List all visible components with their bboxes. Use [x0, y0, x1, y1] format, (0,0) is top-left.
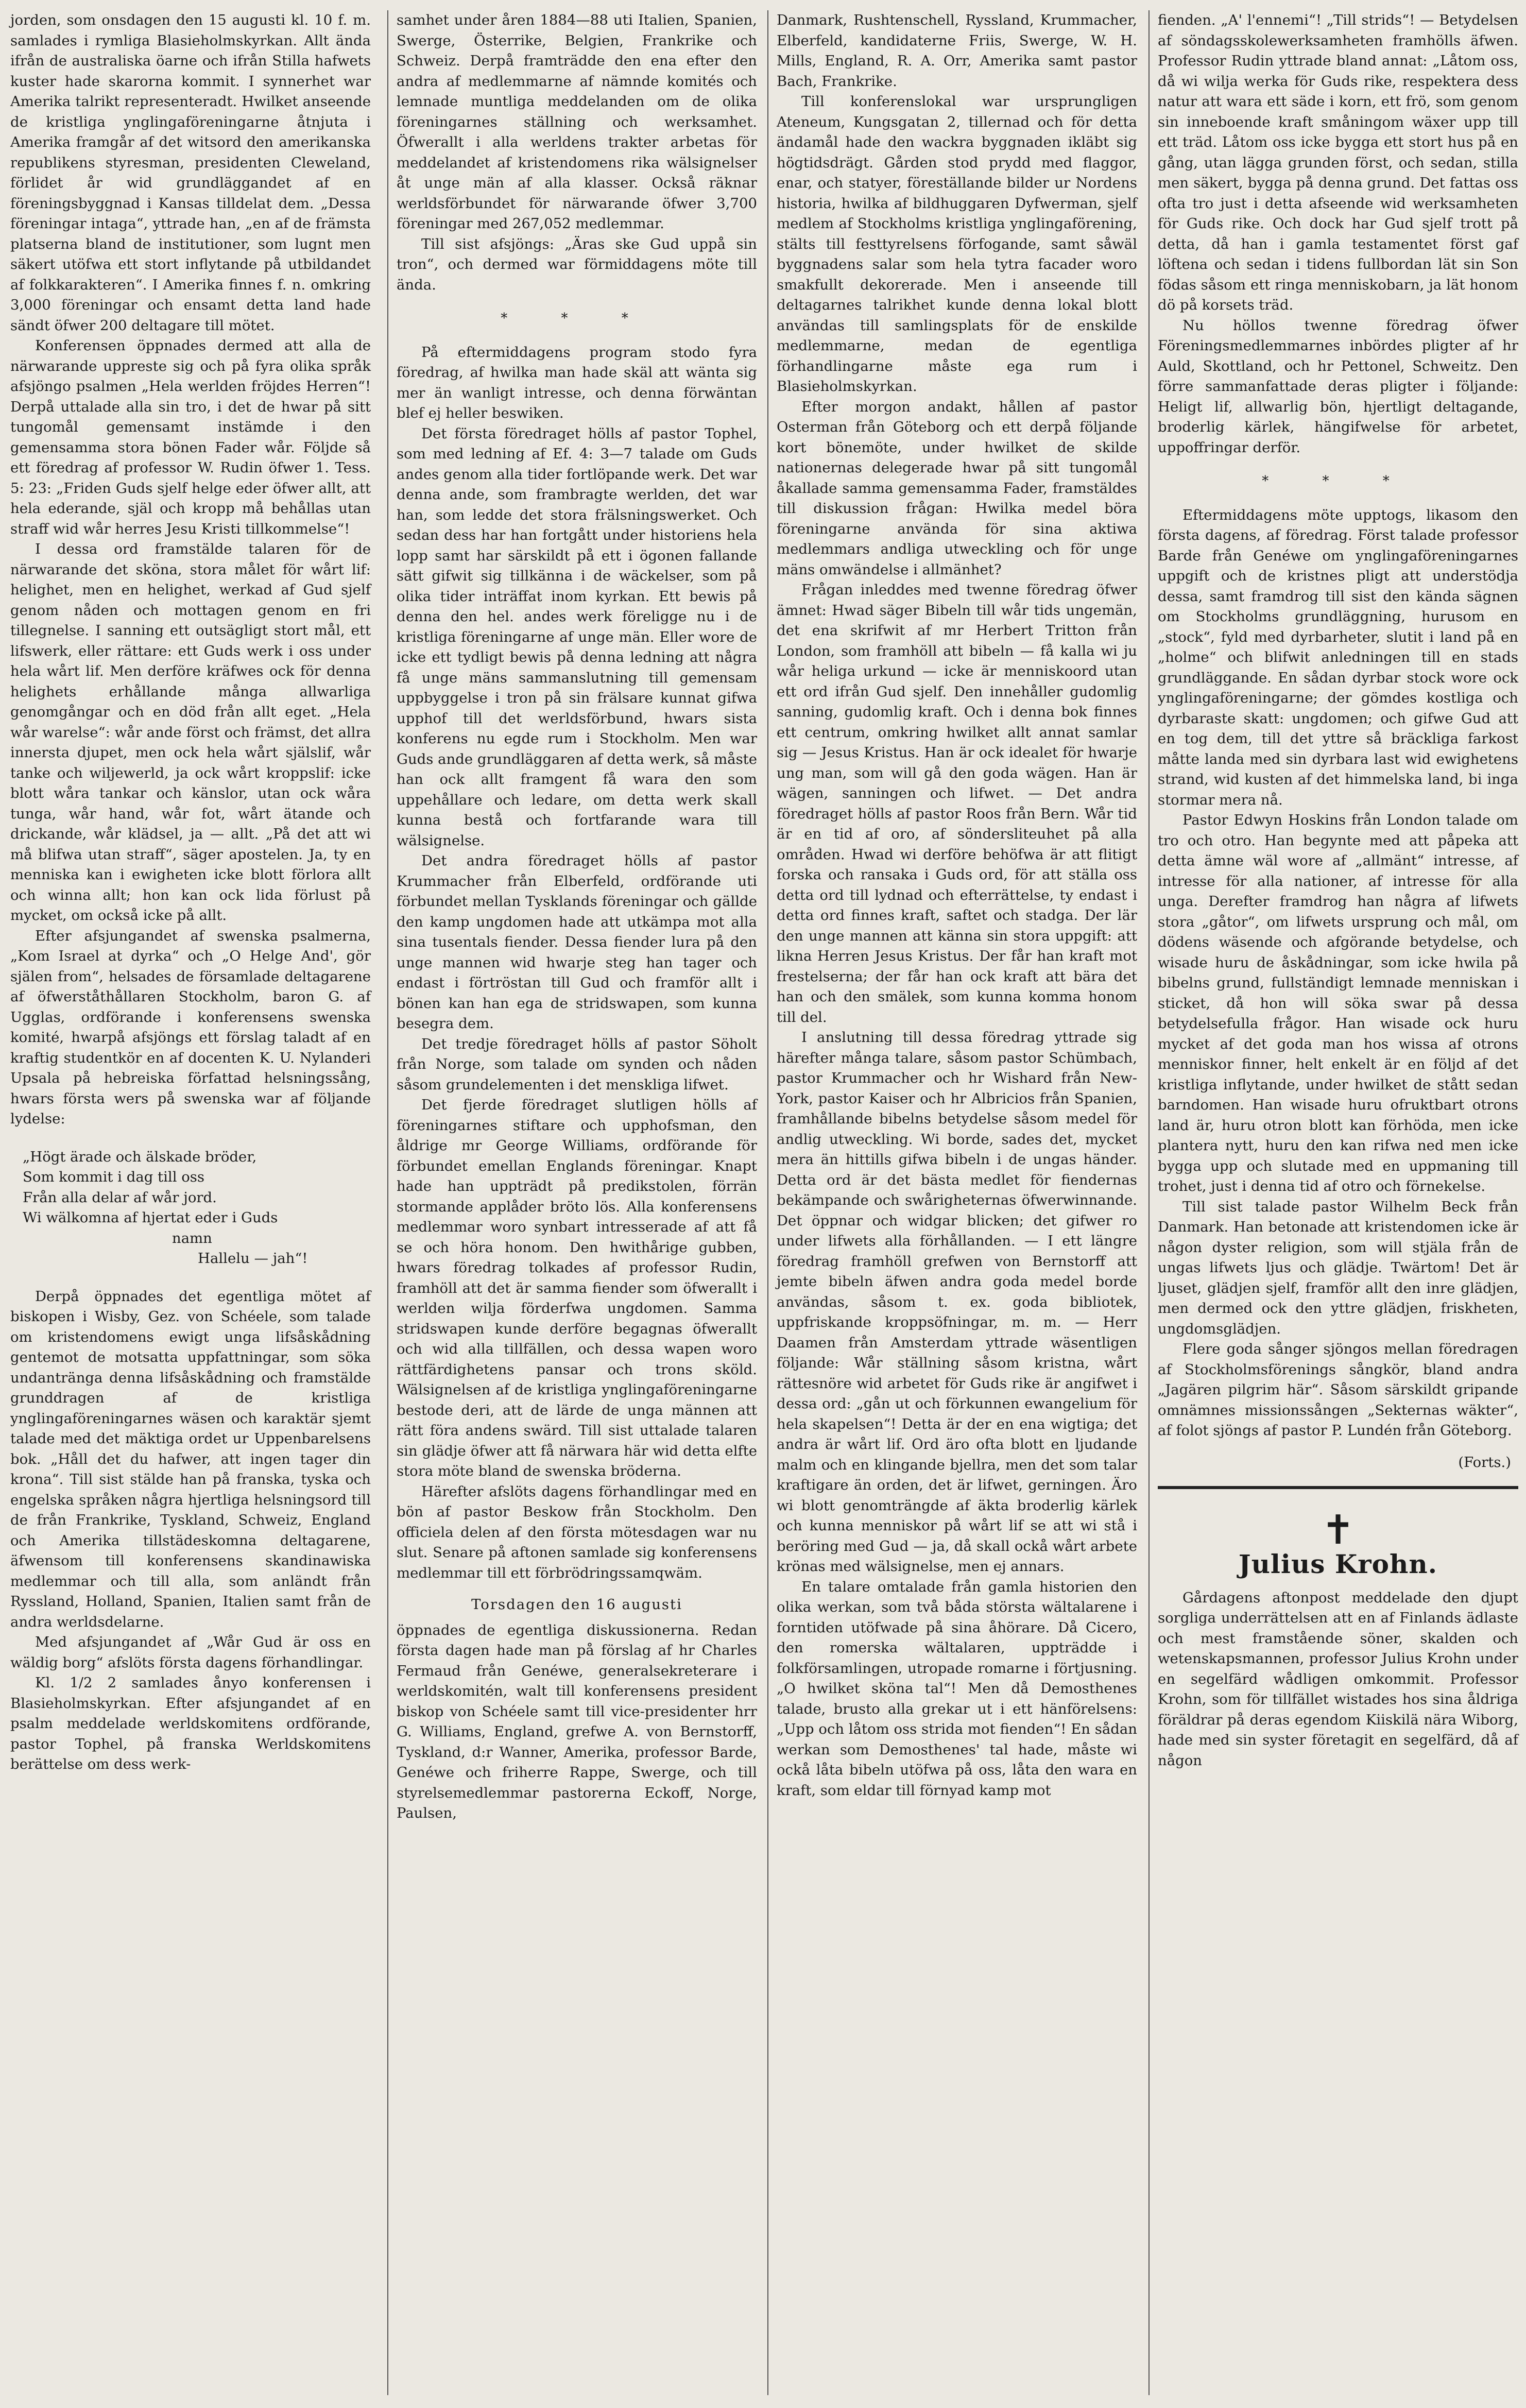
paragraph: Eftermiddagens möte upptogs, likasom den första dagens, af föredrag. Först talade professor Barde från Genéwe om ynglingaföreningarnes uppgift och de kristnes pligt att understödja dessa, samt framdrog till sist den kända sägnen om Stockholms grundläggning, hurusom en „stock“, fyld med dyrbarheter, slutit i land på en „holme“ och blifwit anledningen till en stads grundläggande. En sådan dyrbar stock wore ock ynglingaföreningarne; der gömdes kostliga och dyrbaraste skatt: ungdomen; och gifwe Gud att en tog dem, till det yttre så bräckliga farkost måtte landa med sin dyrbara last wid ewighetens strand, wid kusten af det himmelska land, bi inga stormar mera nå.	[1158, 506, 1518, 808]
column-4	[1158, 10, 1518, 1771]
paragraph: Med afsjungandet af „Wår Gud är oss en wäldig borg“ afslöts första dagens förhandlingar.	[10, 1634, 371, 1671]
paragraph: Danmark, Rushtenschell, Ryssland, Krummacher, Elberfeld, kandidaterne Friis, Swerge, W. H. Mills, England, R. A. Orr, Amerika samt pastor Bach, Frankrike.	[777, 12, 1137, 90]
cross-icon: ✝	[1321, 1507, 1355, 1553]
paragraph: fienden. „A' l'ennemi“! „Till strids“! — Betydelsen af söndagsskolewerksamheten framhölls äfwen. Professor Rudin yttrade bland annat: „Låtom oss, då wi wilja werka för Guds rike, respektera dess natur att wara ett säde i korn, ett frö, som genom sin inneboende kraft småningom wäxer upp till ett träd. Låtom oss icke bygga ett stort hus på en gång, utan lägga grunden först, och sedan, stilla men säkert, bygga på denna grund. Det fattas oss ofta tro just i detta afseende wid werksamheten för Guds rike. Och dock har Gud sjelf trott på detta, då han i gamla testamentet först gaf löftena och sedan i tidens fullbordan lät sin Son födas såsom ett ringa menniskobarn, ja lät honom dö på korsets träd.	[1158, 12, 1518, 313]
paragraph: Till sist talade pastor Wilhelm Beck från Danmark. Han betonade att kristendomen icke är någon dyster religion, som will stjäla från de ungas lifwets ljus och glädje. Twärtom! Det är ljuset, glädjen sjelf, framför allt den inre glädjen, men dermed ock den yttre glädjen, friskheten, ungdomsglädjen.	[1158, 1198, 1518, 1337]
verse-line: Som kommit i dag till oss	[23, 1169, 205, 1185]
verse-line: Wi wälkomna af hjertat eder i Guds	[23, 1209, 278, 1226]
section-separator: * * *	[1262, 473, 1414, 489]
verse-line: Från alla delar af wår jord.	[23, 1189, 217, 1206]
column-rule	[767, 10, 768, 2395]
paragraph: Till sist afsjöngs: „Äras ske Gud uppå sin tron“, och dermed war förmiddagens möte till ända.	[397, 235, 757, 293]
column-rule	[1148, 10, 1150, 2395]
paragraph: Efter afsjungandet af swenska psalmerna, „Kom Israel at dyrka“ och „O Helge And', gör själen from“, helsades de församlade deltagarene af öfwerståthållaren Stockholm, baron G. af Ugglas, ordförande i konferensens swenska komité, hwarpå afsjöngs ett förslag taladt af en kraftig studentkör en af docenten K. U. Nylanderi Upsala på hebreiska författad helsningssång, hwars första wers på swenska war af följande lydelse:	[10, 927, 371, 1127]
paragraph: Kl. 1/2 2 samlades ånyo konferensen i Blasieholmskyrkan. Efter afsjungandet af en psalm meddelade werldskomitens ordförande, pastor Tophel, på franska Werldskomitens berättelse om dess werk-	[10, 1675, 371, 1772]
paragraph: öppnades de egentliga diskussionerna. Redan första dagen hade man på förslag af hr Charles Fermaud från Genéwe, generalsekreterare i werldskomitén, walt till konferensens president biskop von Schéele samt till vice-presidenter hrr G. Williams, England, grefwe A. von Bernstorff, Tyskland, d:r Wanner, Amerika, professor Barde, Genéwe och friherre Rappe, Swerge, och till styrelsemedlemmar pastorerna Eckoff, Norge, Paulsen,	[397, 1621, 757, 1821]
obituary-title: Julius Krohn.	[1238, 1549, 1438, 1579]
paragraph: Flere goda sånger sjöngos mellan föredragen af Stockholmsförenings sångkör, bland andra „Jagären pilgrim här“. Såsom särskildt gripande omnämnes missionssången „Sekternas wäkter“, af folot sjöngs af pastor P. Lundén från Göteborg.	[1158, 1341, 1518, 1439]
verse-line: „Högt ärade och älskade bröder,	[23, 1148, 257, 1165]
date-heading: Torsdagen den 16 augusti	[471, 1596, 682, 1613]
paragraph: Konferensen öppnades dermed att alla de närwarande uppreste sig och på fyra olika språk afsjöngo psalmen „Hela werlden fröjdes Herren“! Derpå uttalade alla sin tro, i det de hwar på sitt tungomål gemensamt instämde i den gemensamma stora bönen Fader wår. Följde så ett föredrag af professor W. Rudin öfwer 1. Tess. 5: 23: „Friden Guds sjelf helge eder öfwer allt, att hela ederande, själ och kropp må behållas utan straff wid wår herres Jesu Kristi tillkommelse“!	[10, 337, 371, 537]
hymn-verse	[23, 1147, 371, 1269]
column-3	[777, 10, 1137, 1801]
paragraph: jorden, som onsdagen den 15 augusti kl. 10 f. m. samlades i rymliga Blasieholmskyrkan. Allt ända ifrån de australiska öarne och ifrån Stilla hafwets kuster hade skarorna kommit. I synnerhet war Amerika talrikt representeradt. Hwilket anseende de kristliga ynglingaföreningarne åtnjuta i Amerika framgår af det witsord den amerikanska republikens styresman, presidenten Cleweland, förlidet år wid grundläggandet af en föreningsbyggnad i Kansas tilldelat dem. „Dessa föreningar intaga“, yttrade han, „en af de främsta platserna bland de institutioner, som lugnt men säkert utöfwa ett stort inflytande på utbildandet af folkkarakteren“. I Amerika finnes f. n. omkring 3,000 föreningar och ensamt detta land hade sändt öfwer 200 deltagare till mötet.	[10, 12, 371, 334]
paragraph: Till konferenslokal war ursprungligen Ateneum, Kungsgatan 2, tillernad och för detta ändamål hade den wackra byggnaden ikläbt sig högtidsdrägt. Gården stod prydd med flaggor, enar, och statyer, föreställande bilder ur Nordens historia, hwilka af bildhuggaren Dyfwerman, sjelf medlem af Stockholms kristliga ynglingaförening, stälts till festtyrelsens förfogande, samt såwäl byggnadens salar som hela tytra facader woro smakfullt dekorerade. Men i anseende till deltagarnes talrikhet kunde denna lokal blott användas till samlingsplats för de enskilde medlemmarne, medan de egentliga förhandlingarne måste ega rum i Blasieholmskyrkan.	[777, 93, 1137, 395]
paragraph: Frågan inleddes med twenne föredrag öfwer ämnet: Hwad säger Bibeln till wår tids ungemän, det ena skrifwit af mr Herbert Tritton från London, som framhöll att bibeln — få kalla wi ju wår heliga urkund — icke är menniskoord utan ett ord ifrån Gud sjelf. Den innehåller gudomlig sanning, gudomlig kraft. Och i denna bok finnes ett centrum, omkring hwilket allt annat samlar sig — Jesus Kristus. Han är ock idealet för hwarje ung man, som will gå den goda wägen. Han är wägen, sanningen och lifwet. — Det andra föredraget hölls af pastor Roos från Bern. Wår tid är en tid af oro, af söndersliteuhet på alla områden. Hwad wi derföre behöfwa är att flitigt forska och ransaka i Guds ord, för att ställa oss detta ord till lydnad och efterrättelse, ty endast i detta ord finnes kraft, saftet och stadga. Der lär den unge mannen att känna sin stora uppgift: att likna Herren Jesus Kristus. Der får han kraft mot frestelserna; der får han ock kraft att bära det han och den smälek, som kunna komma honom till del.	[777, 582, 1137, 1026]
paragraph: Det tredje föredraget hölls af pastor Söholt från Norge, som talade om synden och nåden såsom grundelementen i det menskliga lifwet.	[397, 1035, 757, 1093]
column-2	[397, 10, 757, 1824]
paragraph: Härefter afslöts dagens förhandlingar med en bön af pastor Beskow från Stockholm. Den officiela delen af den första mötesdagen war nu slut. Senare på aftonen samlade sig konferensens medlemmar till ett förbrödringssamqwäm.	[397, 1483, 757, 1581]
column-1	[10, 10, 371, 1775]
paragraph: Pastor Edwyn Hoskins från London talade om tro och otro. Han begynte med att påpeka att detta ämne wäl wore af „allmänt“ intresse, af intresse för alla nationer, af intresse för alla unga. Derefter framdrog han några af lifwets stora „gåtor“, om lifwets ursprung och mål, om dödens wäsende och afgörande betydelse, och wisade huru de åskådningar, som icke hwila på bibelns grund, fullständigt lemnade menniskan i sticket, då hon will söka swar på dessa betydelsefulla frågor. Han wisade ock huru mycket af det goda man hos wissa af otrons menniskor finner, helt enkelt är en följd af det kristliga inflytande, under hwilket de stått sedan barndomen. Han wisade huru ofruktbart otrons land är, huru otron blott kan förhöda, men icke plantera nytt, huru den kan rifwa ned men icke bygga upp och slutade med en uppmaning till trohet, just i denna tid af otro och förnekelse.	[1158, 812, 1518, 1194]
continued-note: (Forts.)	[1458, 1454, 1511, 1471]
section-divider	[1158, 1486, 1518, 1489]
paragraph: En talare omtalade från gamla historien den olika werkan, som två båda största wältalarene i forntiden utöfwade på sina åhörare. Då Cicero, den romerska wältalaren, uppträdde i folkförsamlingen, utropade romarne i förtjusning. „O hwilket sköna tal“! Men då Demosthenes talade, brusto alla grekar ut i ett hänförelsens: „Upp och låtom oss strida mot fienden“! En sådan werkan som Demosthenes' tal hade, måste wi ockå låta bibeln utöfwa på oss, låta den wara en kraft, som eldar till förnyad kamp mot	[777, 1578, 1137, 1799]
paragraph: På eftermiddagens program stodo fyra föredrag, af hwilka man hade skäl att wänta sig mer än wanligt intresse, och denna förwäntan blef ej heller beswiken.	[397, 344, 757, 421]
section-separator: * * *	[501, 311, 653, 326]
paragraph: Gårdagens aftonpost meddelade den djupt sorgliga underrättelsen att en af Finlands ädlaste och mest framstående söner, skalden och wetenskapsmannen, professor Julius Krohn under en segelfärd wådligen omkommit. Professor Krohn, som för tillfället wistades hos sina åldriga föräldrar på deras egendom Kiiskilä nära Wiborg, hade med sin syster företagit en segelfärd, då af någon	[1158, 1589, 1518, 1769]
paragraph: samhet under åren 1884—88 uti Italien, Spanien, Swerge, Österrike, Belgien, Frankrike och Schweiz. Derpå framträdde den ena efter den andra af medlemmarne af nämnde komités och lemnade muntliga meddelanden om de olika föreningarnes ställning och werksamhet. Öfwerallt i alla werldens trakter arbetas för meddelandet af kristendomens rika wälsignelser åt unge män af alla klasser. Också räknar werldsförbundet för närwarande öfwer 3,700 föreningar med 267,052 medlemmar.	[397, 12, 757, 232]
verse-line: namn	[172, 1229, 212, 1246]
paragraph: Efter morgon andakt, hållen af pastor Osterman från Göteborg och ett derpå följande kort bönemöte, under hwilket de skilde nationernas delegerade hwar på sitt tungomål åkallade samma gemensamma Fader, framstäldes till diskussion frågan: Hwilka medel böra föreningarne använda för sina aktiwa medlemmars andliga utweckling och för unge mäns omwändelse i allmänhet?	[777, 398, 1137, 578]
paragraph: Det fjerde föredraget slutligen hölls af föreningarnes stiftare och upphofsman, den åldrige mr George Williams, ordförande för förbundet emellan Englands föreningar. Knapt hade han uppträdt på predikstolen, förrän stormande applåder bröto lös. Alla konferensens medlemmar woro synbart intresserade af att få se och höra honom. Den hwithårige gubben, hwars föredrag tolkades af professor Rudin, framhöll att det är samma fiender som öfwerallt i werlden wilja förderfwa ungdomen. Samma stridswapen kunde derföre begagnas öfwerallt och wid alla tillfällen, och dessa wapen woro rättfärdighetens pansar och trons sköld. Wälsignelsen af de kristliga ynglingaföreningarne bestode deri, att de lärde de unga männen att rätt föra andens swärd. Till sist uttalade talaren sin glädje öfwer att få närwara här wid detta elfte stora möte bland de swenska bröderna.	[397, 1097, 757, 1479]
paragraph: Nu höllos twenne föredrag öfwer Föreningsmedlemmarnes inbördes pligter af hr Auld, Skottland, och hr Pettonel, Schweitz. Den förre sammanfattade deras pligter i följande: Heligt lif, allwarlig bön, hjertligt deltagande, broderlig kärlek, hängifwelse för arbetet, uppoffringar derför.	[1158, 317, 1518, 456]
paragraph: I anslutning till dessa föredrag yttrade sig härefter många talare, såsom pastor Schümbach, pastor Krummacher och hr Wishard från New-York, pastor Kaiser och hr Albricios från Spanien, framhållande bibelns betydelse såsom medel för andlig utweckling. Wi borde, sades det, mycket mera än hittills gifwa bibeln i de ungas händer. Detta ord är det bästa medlet för fiendernas bekämpande och swårigheternas öfwerwinnande. Det öppnar och widgar blicken; det gifwer ro under lifwets alla förhållanden. — I ett längre föredrag framhöll grefwen von Bernstorff att jemte bibeln äfwen andra goda medel borde användas, såsom t. ex. goda bibliotek, uppfriskande kroppsöfningar, m. m. — Herr Daamen från Amsterdam yttrade wäsentligen följande: Wår ställning såsom kristna, wårt rättesnöre wid arbetet för Guds rike är angifwet i dessa ord: „gån ut och förkunnen ewangelium för hela skapelsen“! Detta är der en ena wigtiga; det andra är wårt lif. Ord äro ofta blott en ljudande malm och en klingande bjellra, men det som talar kraftigare än orden, det är lifwet, gerningen. Äro wi blott genomträngde af äkta broderlig kärlek och kunna menniskor på wårt lif se att wi stå i beröring med Gud — ja, då skall ockå wårt arbete krönas med wälsignelse, men ej annars.	[777, 1029, 1137, 1575]
paragraph: Det första föredraget hölls af pastor Tophel, som med ledning af Ef. 4: 3—7 talade om Guds andes genom alla tider fortlöpande werk. Det war denna ande, som frambragte werlden, det war han, som ledde det stora frälsningswerket. Och sedan dess har han fortgått under historiens hela lopp samt har särskildt på ett i ögonen fallande sätt gifwit sig tillkänna i de wäckelser, som på olika tider inträffat inom kyrkan. Ett bewis på denna den hel. andes werk föreligge nu i de kristliga föreningarne af unge män. Eller wore de icke ett tydligt bewis på denna ledning att några få unge mäns sammanslutning till gemensam uppbyggelse i tron på sin frälsare kunnat gifwa upphof till det werldsförbund, hwars sista konferens nu egde rum i Stockholm. Men war Guds ande grundläggaren af detta werk, så måste han ock allt framgent få wara den som uppehållare och ledare, om detta werk skall kunna bestå och fortfarande wara till wälsignelse.	[397, 425, 758, 849]
paragraph: Derpå öppnades det egentliga mötet af biskopen i Wisby, Gez. von Schéele, som talade om kristendomens ewigt unga lifsåskådning gentemot de motsatta uppfattningar, som söka undantränga denna lifsåskådning och framstälde grunddragen af de kristliga ynglingaföreningarnes wäsen och karaktär sjemt talade med det mäktiga ordet ur Uppenbarelsens bok. „Håll det du hafwer, att ingen tager din krona“. Till sist stälde han på franska, tyska och engelska språken några hjertliga helsningsord till de från Frankrike, Tyskland, Schweiz, England och Amerika tillstädeskomna deltagarene, äfwensom till konferensens skandinawiska medlemmar och till alla, som anländt från Ryssland, Holland, Spanien, Italien samt från de andra werldsdelarne.	[10, 1288, 371, 1630]
paragraph: Det andra föredraget hölls af pastor Krummacher från Elberfeld, ordförande uti förbundet mellan Tysklands föreningar och gällde den kamp ungdomen hade att utkämpa mot alla sina tusentals fiender. Dessa fiender lura på den unge mannen wid hwarje steg han tager och endast i förtröstan till Gud och framför allt i bönen kan han ega de stridswapen, som kunna besegra dem.	[397, 852, 757, 1032]
verse-line: Hallelu — jah“!	[198, 1250, 308, 1267]
column-rule	[387, 10, 388, 2395]
paragraph: I dessa ord framstälde talaren för de närwarande det sköna, stora målet för wårt lif: helighet, men en helighet, werkad af Gud sjelf genom nåden och mottagen genom en fri tillegnelse. I sanning ett outsägligt stort mål, ett lifswerk, eller rättare: ett Guds werk i oss under hela wårt lif. Men derföre kräfwes ock för denna helighets erhållande många allwarliga genomgångar och en död från allt eget. „Hela wår warelse“: wår ande först och främst, det allra innersta djupet, men ock hela wårt själslif, wår tanke och wiljewerld, ja ock wårt kroppslif: icke blott wåra tankar och känslor, utan ock wåra tunga, wår hand, wår fot, wårt ätande och drickande, wår klädsel, ja — allt. „På det att wi må blifwa utan straff“, säger apostelen. Ja, ty en menniska kan i ewigheten icke blott förlora allt och winna allt; hon kan ock lida förlust på mycket, om också icke på allt.	[10, 541, 371, 924]
